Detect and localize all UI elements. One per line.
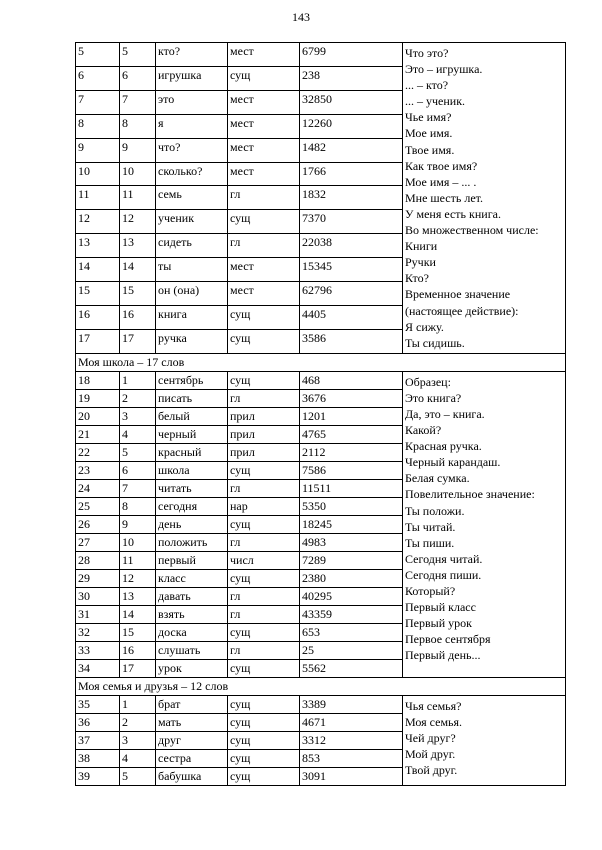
example-note-line: Мое имя. xyxy=(405,126,453,141)
section-number-cell: 5 xyxy=(120,767,156,785)
word-cell: бабушка xyxy=(156,767,228,785)
frequency-cell: 3091 xyxy=(300,767,403,785)
part-of-speech-cell: гл xyxy=(228,587,300,605)
word-cell: сегодня xyxy=(156,497,228,515)
row-number-cell: 10 xyxy=(76,162,120,186)
part-of-speech-cell: сущ xyxy=(228,210,300,234)
word-cell: давать xyxy=(156,587,228,605)
part-of-speech-cell: мест xyxy=(228,282,300,306)
word-cell: брат xyxy=(156,695,228,713)
frequency-cell: 1832 xyxy=(300,186,403,210)
section-title: Моя семья и друзья – 12 слов xyxy=(76,677,566,695)
part-of-speech-cell: мест xyxy=(228,258,300,282)
section-number-cell: 2 xyxy=(120,389,156,407)
part-of-speech-cell: сущ xyxy=(228,659,300,677)
row-number-cell: 12 xyxy=(76,210,120,234)
section-number-cell: 10 xyxy=(120,162,156,186)
row-number-cell: 25 xyxy=(76,497,120,515)
example-note-line: Твой друг. xyxy=(405,763,458,778)
word-cell: я xyxy=(156,114,228,138)
example-note-line: Первый урок xyxy=(405,616,472,631)
section-number-cell: 6 xyxy=(120,461,156,479)
example-note-line: Как твое имя? xyxy=(405,158,478,173)
word-cell: красный xyxy=(156,443,228,461)
frequency-cell: 2380 xyxy=(300,569,403,587)
word-cell: ручка xyxy=(156,329,228,353)
row-number-cell: 33 xyxy=(76,641,120,659)
part-of-speech-cell: сущ xyxy=(228,713,300,731)
section-number-cell: 8 xyxy=(120,497,156,515)
part-of-speech-cell: гл xyxy=(228,479,300,497)
word-cell: сентябрь xyxy=(156,371,228,389)
section-number-cell: 3 xyxy=(120,407,156,425)
word-cell: мать xyxy=(156,713,228,731)
part-of-speech-cell: гл xyxy=(228,389,300,407)
frequency-cell: 12260 xyxy=(300,114,403,138)
word-cell: слушать xyxy=(156,641,228,659)
row-number-cell: 8 xyxy=(76,114,120,138)
part-of-speech-cell: нар xyxy=(228,497,300,515)
section-number-cell: 7 xyxy=(120,479,156,497)
section-number-cell: 14 xyxy=(120,258,156,282)
part-of-speech-cell: мест xyxy=(228,162,300,186)
section-number-cell: 9 xyxy=(120,515,156,533)
table-row xyxy=(76,371,566,389)
frequency-cell: 62796 xyxy=(300,282,403,306)
row-number-cell: 17 xyxy=(76,329,120,353)
frequency-cell: 5562 xyxy=(300,659,403,677)
example-note-line: Сегодня читай. xyxy=(405,551,483,566)
part-of-speech-cell: сущ xyxy=(228,371,300,389)
example-note-line: Ты сидишь. xyxy=(405,335,465,350)
frequency-cell: 1201 xyxy=(300,407,403,425)
example-note-line: Какой? xyxy=(405,423,442,438)
word-cell: белый xyxy=(156,407,228,425)
example-note-line: Это книга? xyxy=(405,390,462,405)
part-of-speech-cell: сущ xyxy=(228,569,300,587)
row-number-cell: 39 xyxy=(76,767,120,785)
example-note-line: Во множественном числе: xyxy=(405,223,539,238)
word-cell: это xyxy=(156,90,228,114)
section-number-cell: 12 xyxy=(120,569,156,587)
row-number-cell: 34 xyxy=(76,659,120,677)
row-number-cell: 6 xyxy=(76,66,120,90)
frequency-cell: 15345 xyxy=(300,258,403,282)
example-note-line: Повелительное значение: xyxy=(405,487,535,502)
frequency-cell: 4983 xyxy=(300,533,403,551)
row-number-cell: 22 xyxy=(76,443,120,461)
part-of-speech-cell: гл xyxy=(228,533,300,551)
page-number: 143 xyxy=(292,10,310,24)
word-cell: сидеть xyxy=(156,234,228,258)
frequency-cell: 5350 xyxy=(300,497,403,515)
part-of-speech-cell: мест xyxy=(228,90,300,114)
part-of-speech-cell: прил xyxy=(228,443,300,461)
row-number-cell: 38 xyxy=(76,749,120,767)
example-note-line: Чье имя? xyxy=(405,110,452,125)
word-cell: читать xyxy=(156,479,228,497)
frequency-cell: 4671 xyxy=(300,713,403,731)
row-number-cell: 27 xyxy=(76,533,120,551)
row-number-cell: 28 xyxy=(76,551,120,569)
example-note-line: Книги xyxy=(405,239,438,254)
example-note-line: Мне шесть лет. xyxy=(405,190,483,205)
part-of-speech-cell: прил xyxy=(228,425,300,443)
row-number-cell: 23 xyxy=(76,461,120,479)
row-number-cell: 13 xyxy=(76,234,120,258)
word-cell: урок xyxy=(156,659,228,677)
row-number-cell: 31 xyxy=(76,605,120,623)
row-number-cell: 7 xyxy=(76,90,120,114)
word-cell: ты xyxy=(156,258,228,282)
example-note-line: Первый день... xyxy=(405,648,481,663)
section-number-cell: 8 xyxy=(120,114,156,138)
frequency-cell: 4765 xyxy=(300,425,403,443)
example-note-line: ... – ученик. xyxy=(405,94,466,109)
section-number-cell: 13 xyxy=(120,587,156,605)
example-note-line: Первый класс xyxy=(405,600,476,615)
word-cell: положить xyxy=(156,533,228,551)
frequency-cell: 853 xyxy=(300,749,403,767)
section-number-cell: 16 xyxy=(120,305,156,329)
part-of-speech-cell: сущ xyxy=(228,66,300,90)
row-number-cell: 15 xyxy=(76,282,120,306)
part-of-speech-cell: сущ xyxy=(228,515,300,533)
row-number-cell: 26 xyxy=(76,515,120,533)
example-note-line: Образец: xyxy=(405,374,451,389)
row-number-cell: 36 xyxy=(76,713,120,731)
word-cell: что? xyxy=(156,138,228,162)
section-number-cell: 17 xyxy=(120,659,156,677)
example-note-line: Ручки xyxy=(405,255,436,270)
part-of-speech-cell: числ xyxy=(228,551,300,569)
example-note-line: Ты читай. xyxy=(405,519,456,534)
section-number-cell: 6 xyxy=(120,66,156,90)
part-of-speech-cell: сущ xyxy=(228,749,300,767)
word-cell: игрушка xyxy=(156,66,228,90)
section-number-cell: 17 xyxy=(120,329,156,353)
row-number-cell: 32 xyxy=(76,623,120,641)
frequency-cell: 43359 xyxy=(300,605,403,623)
row-number-cell: 19 xyxy=(76,389,120,407)
vocabulary-table xyxy=(75,42,566,786)
row-number-cell: 18 xyxy=(76,371,120,389)
frequency-cell: 1482 xyxy=(300,138,403,162)
example-note-line: Черный карандаш. xyxy=(405,455,501,470)
section-number-cell: 1 xyxy=(120,371,156,389)
row-number-cell: 35 xyxy=(76,695,120,713)
frequency-cell: 1766 xyxy=(300,162,403,186)
section-number-cell: 5 xyxy=(120,43,156,67)
section-number-cell: 4 xyxy=(120,425,156,443)
frequency-cell: 653 xyxy=(300,623,403,641)
frequency-cell: 3586 xyxy=(300,329,403,353)
part-of-speech-cell: гл xyxy=(228,186,300,210)
example-note-line: Моя семья. xyxy=(405,714,463,729)
section-number-cell: 14 xyxy=(120,605,156,623)
part-of-speech-cell: гл xyxy=(228,641,300,659)
section-number-cell: 15 xyxy=(120,623,156,641)
example-note-line: У меня есть книга. xyxy=(405,206,501,221)
example-notes-cell xyxy=(403,695,566,785)
word-cell: доска xyxy=(156,623,228,641)
word-cell: писать xyxy=(156,389,228,407)
section-header-row xyxy=(76,677,566,695)
frequency-cell: 18245 xyxy=(300,515,403,533)
part-of-speech-cell: сущ xyxy=(228,767,300,785)
row-number-cell: 37 xyxy=(76,731,120,749)
part-of-speech-cell: гл xyxy=(228,234,300,258)
section-number-cell: 3 xyxy=(120,731,156,749)
row-number-cell: 29 xyxy=(76,569,120,587)
example-note-line: Сегодня пиши. xyxy=(405,567,482,582)
example-note-line: Кто? xyxy=(405,271,429,286)
word-cell: он (она) xyxy=(156,282,228,306)
row-number-cell: 11 xyxy=(76,186,120,210)
part-of-speech-cell: сущ xyxy=(228,461,300,479)
example-note-line: Мой друг. xyxy=(405,747,456,762)
example-note-line: ... – кто? xyxy=(405,78,449,93)
section-number-cell: 7 xyxy=(120,90,156,114)
example-note-line: Чья семья? xyxy=(405,698,462,713)
part-of-speech-cell: сущ xyxy=(228,623,300,641)
section-number-cell: 15 xyxy=(120,282,156,306)
section-title: Моя школа – 17 слов xyxy=(76,353,566,371)
frequency-cell: 7370 xyxy=(300,210,403,234)
word-cell: день xyxy=(156,515,228,533)
word-cell: взять xyxy=(156,605,228,623)
example-note-line: Чей друг? xyxy=(405,730,456,745)
word-cell: семь xyxy=(156,186,228,210)
part-of-speech-cell: сущ xyxy=(228,305,300,329)
section-number-cell: 12 xyxy=(120,210,156,234)
section-number-cell: 9 xyxy=(120,138,156,162)
example-note-line: Твое имя. xyxy=(405,142,455,157)
frequency-cell: 3676 xyxy=(300,389,403,407)
section-number-cell: 11 xyxy=(120,186,156,210)
part-of-speech-cell: мест xyxy=(228,43,300,67)
frequency-cell: 25 xyxy=(300,641,403,659)
section-header-row xyxy=(76,353,566,371)
frequency-cell: 40295 xyxy=(300,587,403,605)
frequency-cell: 3389 xyxy=(300,695,403,713)
section-number-cell: 13 xyxy=(120,234,156,258)
word-cell: первый xyxy=(156,551,228,569)
frequency-cell: 6799 xyxy=(300,43,403,67)
section-number-cell: 5 xyxy=(120,443,156,461)
part-of-speech-cell: прил xyxy=(228,407,300,425)
frequency-cell: 11511 xyxy=(300,479,403,497)
frequency-cell: 3312 xyxy=(300,731,403,749)
example-note-line: Временное значение xyxy=(405,287,511,302)
section-number-cell: 11 xyxy=(120,551,156,569)
example-notes-cell xyxy=(403,371,566,677)
section-number-cell: 2 xyxy=(120,713,156,731)
row-number-cell: 30 xyxy=(76,587,120,605)
example-note-line: Я сижу. xyxy=(405,319,444,334)
row-number-cell: 5 xyxy=(76,43,120,67)
row-number-cell: 24 xyxy=(76,479,120,497)
frequency-cell: 7586 xyxy=(300,461,403,479)
table-row xyxy=(76,695,566,713)
part-of-speech-cell: сущ xyxy=(228,329,300,353)
frequency-cell: 22038 xyxy=(300,234,403,258)
example-note-line: Красная ручка. xyxy=(405,439,482,454)
row-number-cell: 20 xyxy=(76,407,120,425)
example-note-line: Ты положи. xyxy=(405,503,465,518)
section-number-cell: 10 xyxy=(120,533,156,551)
part-of-speech-cell: сущ xyxy=(228,731,300,749)
word-cell: сколько? xyxy=(156,162,228,186)
table-row xyxy=(76,43,566,67)
row-number-cell: 16 xyxy=(76,305,120,329)
section-number-cell: 1 xyxy=(120,695,156,713)
frequency-cell: 2112 xyxy=(300,443,403,461)
example-note-line: (настоящее действие): xyxy=(405,303,519,318)
part-of-speech-cell: сущ xyxy=(228,695,300,713)
word-cell: школа xyxy=(156,461,228,479)
section-number-cell: 16 xyxy=(120,641,156,659)
row-number-cell: 21 xyxy=(76,425,120,443)
word-cell: друг xyxy=(156,731,228,749)
example-note-line: Да, это – книга. xyxy=(405,406,485,421)
frequency-cell: 468 xyxy=(300,371,403,389)
example-note-line: Что это? xyxy=(405,46,449,60)
frequency-cell: 7289 xyxy=(300,551,403,569)
example-note-line: Ты пиши. xyxy=(405,535,455,550)
row-number-cell: 9 xyxy=(76,138,120,162)
part-of-speech-cell: мест xyxy=(228,114,300,138)
section-number-cell: 4 xyxy=(120,749,156,767)
row-number-cell: 14 xyxy=(76,258,120,282)
frequency-cell: 4405 xyxy=(300,305,403,329)
word-cell: ученик xyxy=(156,210,228,234)
example-note-line: Мое имя – ... . xyxy=(405,174,477,189)
example-note-line: Который? xyxy=(405,584,456,598)
word-cell: класс xyxy=(156,569,228,587)
word-cell: кто? xyxy=(156,43,228,67)
example-note-line: Первое сентября xyxy=(405,632,491,647)
word-cell: сестра xyxy=(156,749,228,767)
frequency-cell: 32850 xyxy=(300,90,403,114)
frequency-cell: 238 xyxy=(300,66,403,90)
part-of-speech-cell: гл xyxy=(228,605,300,623)
example-note-line: Белая сумка. xyxy=(405,471,470,486)
example-notes-cell xyxy=(403,43,566,354)
word-cell: книга xyxy=(156,305,228,329)
example-note-line: Это – игрушка. xyxy=(405,62,483,77)
word-cell: черный xyxy=(156,425,228,443)
part-of-speech-cell: мест xyxy=(228,138,300,162)
